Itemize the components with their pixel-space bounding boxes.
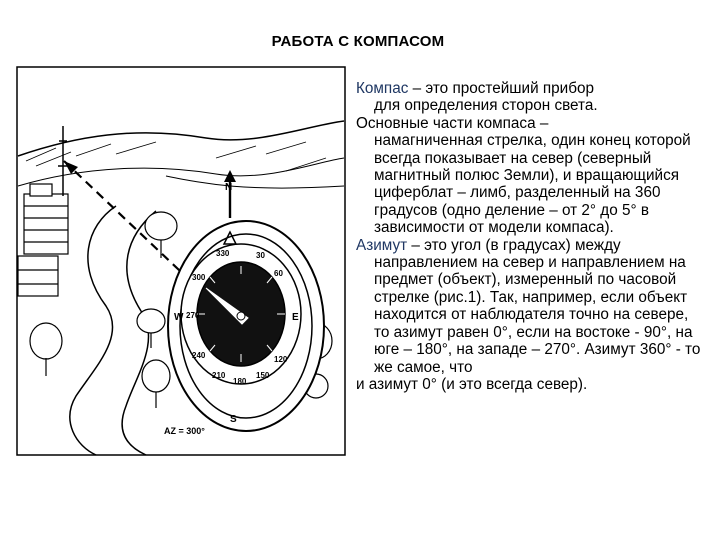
compass-w: W	[174, 312, 184, 323]
svg-text:60: 60	[274, 269, 283, 278]
compass	[168, 221, 324, 431]
compass-illustration	[16, 66, 346, 456]
term-compass: Компас	[356, 80, 409, 97]
azimuth-label: AZ = 300°	[164, 426, 205, 436]
page-title: РАБОТА С КОМПАСОМ	[271, 33, 445, 50]
svg-text:270: 270	[186, 311, 200, 320]
svg-text:300: 300	[192, 273, 206, 282]
compass-s: S	[230, 414, 237, 425]
paragraph-azimuth-end: и азимут 0° (и это всегда север).	[356, 375, 588, 393]
paragraph-compass: Компас – это простейший прибор для определения сторон света.	[356, 80, 598, 115]
svg-text:210: 210	[212, 371, 226, 380]
term-azimuth: Азимут	[356, 236, 408, 254]
paragraph-parts: Основные части компаса – намагниченная стрелка, один конец которой всегда показывает на север (северный магнитный полюс Земли), и вращающийся циферблат – лимб, разделенный на 360 градусов (одно деление – от 2° до 5° в зависимости от модели компаса).	[356, 114, 691, 237]
svg-text:180: 180	[233, 377, 247, 386]
compass-e: E	[292, 312, 299, 323]
paragraph-azimuth: Азимут – это угол (в градусах) между направлением на север и направлением на предмет (объект), измеренный по часовой стрелке (рис.1). Так, например, если объект находится от наблюдателя точно на севере, то азимут равен 0°, если на востоке - 90°, на юге – 180°, на западе – 270°. Азимут 360° - то же самое, что	[356, 236, 701, 376]
text-column	[356, 80, 706, 393]
svg-text:30: 30	[256, 251, 265, 260]
svg-text:330: 330	[216, 249, 230, 258]
svg-text:240: 240	[192, 351, 206, 360]
compass-n: N	[225, 182, 233, 193]
svg-text:120: 120	[274, 355, 288, 364]
svg-text:150: 150	[256, 371, 270, 380]
